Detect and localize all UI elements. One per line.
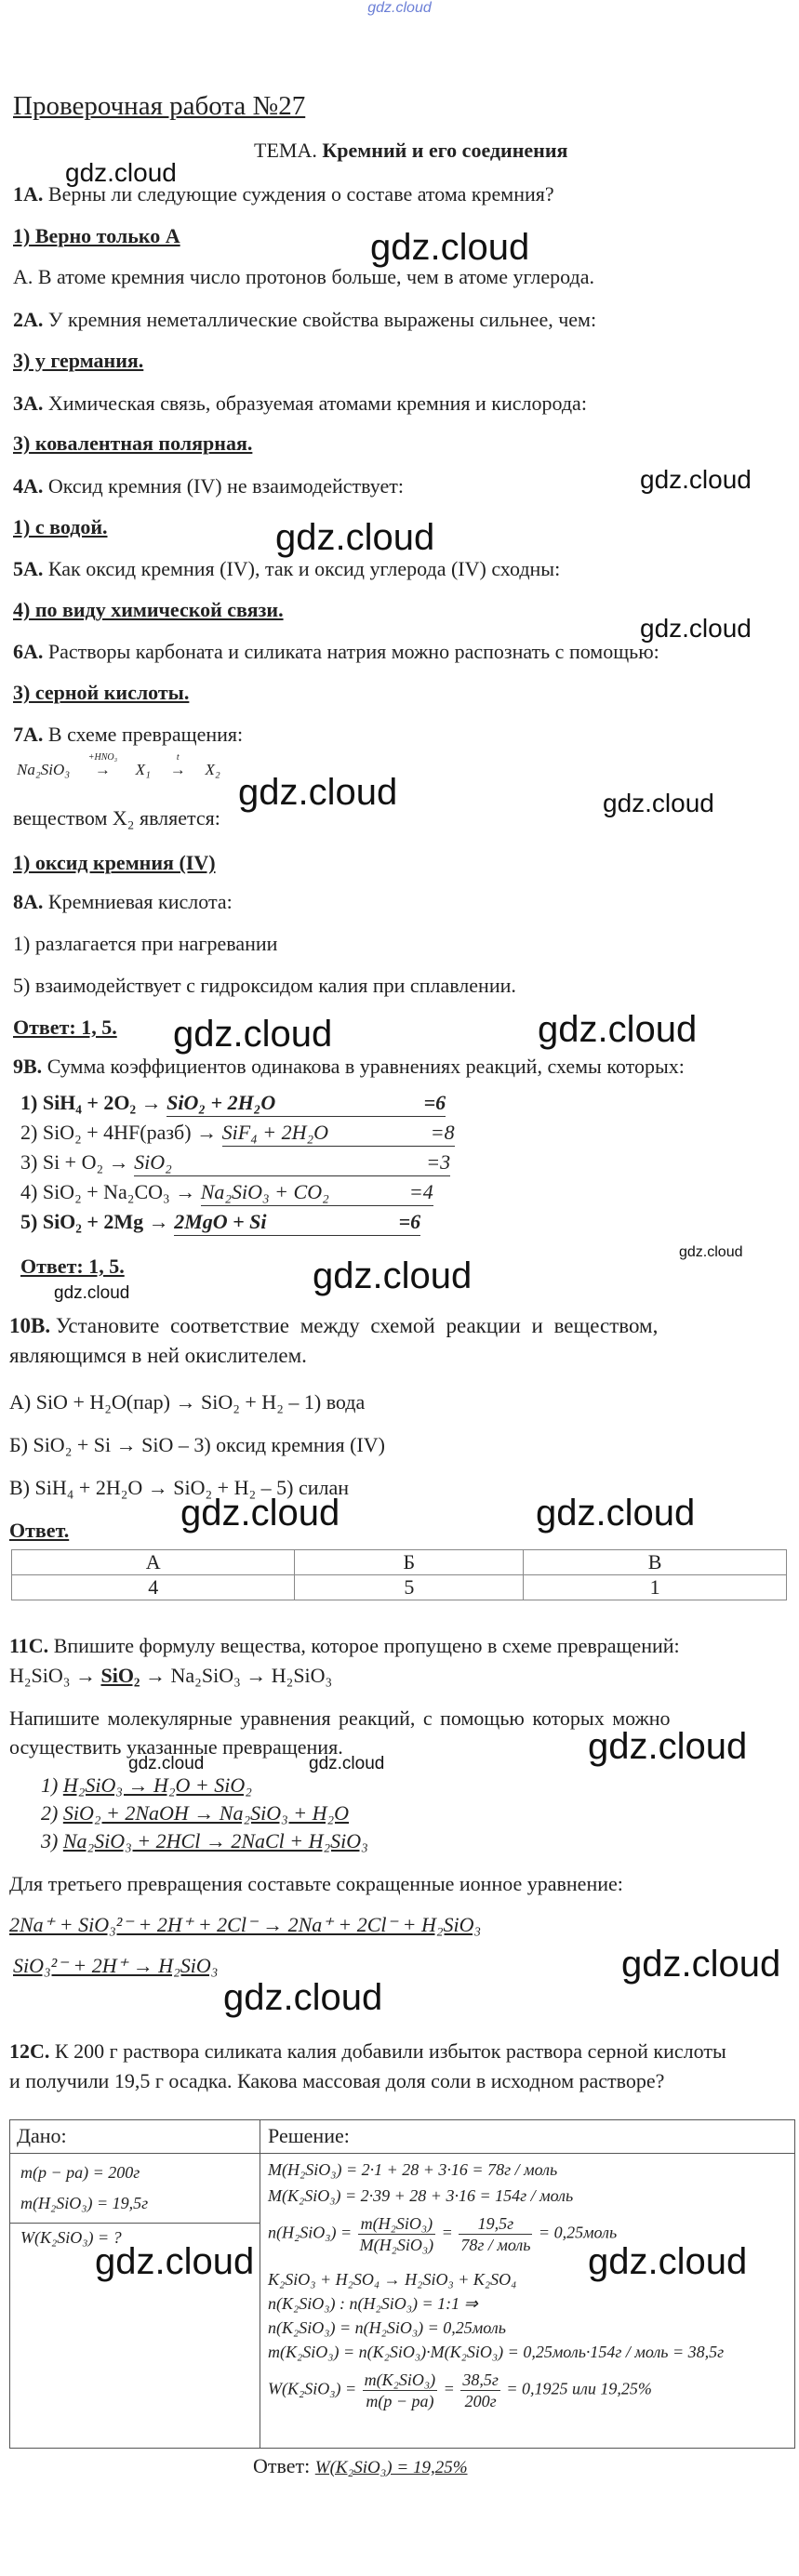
q12-step-4: K₂SiO₃ + H₂SO₄ → H₂SiO₃ + K₂SO₄ xyxy=(268,2270,517,2289)
q6-number: 6А. xyxy=(13,640,44,663)
q1-statement: А. В атоме кремния число протонов больше, чем в атоме углерода. xyxy=(13,265,594,288)
table-cell-c: 1 xyxy=(524,1575,787,1600)
watermark: gdz.cloud xyxy=(173,1014,333,1055)
q3-question: Химическая связь, образуемая атомами кремния и кислорода: xyxy=(47,392,587,415)
table-cell-a: 4 xyxy=(12,1575,295,1600)
q12-answer-label: Ответ: xyxy=(253,2454,311,2477)
watermark: gdz.cloud xyxy=(223,1977,383,2018)
q7-number: 7А. xyxy=(13,723,44,746)
q11-eq-2: 2) SiO₂ + 2NaOH → Na₂SiO₃ + H₂O xyxy=(41,1801,350,1825)
q2-question: У кремния неметаллические свойства выражены сильнее, чем: xyxy=(47,308,597,331)
q10-number: 10В. xyxy=(9,1314,51,1337)
q10-answer-label: Ответ. xyxy=(9,1519,70,1542)
q9-question: Сумма коэффициентов одинакова в уравнениях реакций, схемы которых: xyxy=(47,1055,685,1078)
q12-answer-value: W(K₂SiO₃) = 19,25% xyxy=(314,2458,468,2477)
q1-answer: 1) Верно только А xyxy=(13,224,180,247)
q10-question-1: Установите соответствие между схемой реакции и веществом, xyxy=(55,1314,659,1337)
table-header-c: В xyxy=(524,1550,787,1575)
watermark: gdz.cloud xyxy=(536,1493,696,1534)
watermark: gdz.cloud xyxy=(538,1009,698,1050)
topic-prefix: ТЕМА. xyxy=(254,139,317,162)
q4-number: 4А. xyxy=(13,474,44,498)
q9-eq-5: 5) SiO₂ + 2Mg → 2MgO + Si =6 xyxy=(20,1209,420,1236)
watermark: gdz.cloud xyxy=(275,517,435,558)
q7-scheme xyxy=(17,752,220,779)
q4-answer: 1) с водой. xyxy=(13,515,108,538)
q12-given-label: Дано: xyxy=(17,2124,67,2147)
q12-find: W(K₂SiO₃) = ? xyxy=(20,2228,122,2247)
watermark: gdz.cloud xyxy=(313,1255,473,1296)
q10-pair-c: В) SiH₄ + 2H₂O → SiO₂ + H₂ – 5) силан xyxy=(9,1476,350,1499)
q3-number: 3А. xyxy=(13,392,44,415)
q12-answer xyxy=(253,2453,468,2481)
watermark: gdz.cloud xyxy=(679,1244,743,1260)
q12-step-1: M(H₂SiO₃) = 2·1 + 28 + 3·16 = 78г / моль xyxy=(268,2160,558,2179)
watermark: gdz.cloud xyxy=(621,1944,781,1985)
q7-scheme-heat: t xyxy=(176,752,180,763)
q12-text-2: и получили 19,5 г осадка. Какова массовая доля соли в исходном растворе? xyxy=(9,2069,665,2092)
q12-number: 12С. xyxy=(9,2039,50,2063)
q12-given-2: m(H₂SiO₃) = 19,5г xyxy=(20,2194,149,2212)
q7-text2: веществом X₂ является: xyxy=(13,806,220,830)
q12-step-7: m(K₂SiO₃) = n(K₂SiO₃)·M(K₂SiO₃) = 0,25моль·154г / моль = 38,5г xyxy=(268,2343,725,2361)
q12-solution-label: Решение: xyxy=(268,2124,350,2147)
q11-scheme-a: H₂SiO₃ → xyxy=(9,1664,96,1687)
q10-pair-a: А) SiO + H₂O(пар) → SiO₂ + H₂ – 1) вода xyxy=(9,1390,366,1414)
q11-scheme-b: → Na₂SiO₃ → H₂SiO₃ xyxy=(145,1664,333,1687)
q4-question: Оксид кремния (IV) не взаимодействует: xyxy=(47,474,404,498)
q3-text xyxy=(13,391,587,417)
q1-number: 1А. xyxy=(13,182,44,206)
q12-step-3: n(H₂SiO₃) = $\frac{\text{m(H₂SiO₃)}}{\text{M(H₂SiO₃)}}$ = $\frac{19,5г}{\text{78г / моль}}$ = 0,25моль xyxy=(268,2214,618,2254)
q8-number: 8А. xyxy=(13,890,44,913)
q9-eq-4: 4) SiO₂ + Na₂CO₃ → Na₂SiO₃ + CO₂ =4 xyxy=(20,1179,433,1206)
q6-text xyxy=(13,639,659,665)
watermark: gdz.cloud xyxy=(309,1754,385,1773)
q8-option-5: 5) взаимодействует с гидроксидом калия при сплавлении. xyxy=(13,974,516,997)
q8-option-1: 1) разлагается при нагревании xyxy=(13,932,278,955)
q11-text-2: Напишите молекулярные уравнения реакций, с помощью которых можно xyxy=(9,1706,671,1730)
table-header-a: А xyxy=(12,1550,295,1575)
watermark: gdz.cloud xyxy=(370,227,530,268)
table-header-b: Б xyxy=(295,1550,524,1575)
q6-question: Растворы карбоната и силиката натрия можно распознать с помощью: xyxy=(47,640,659,663)
q9-number: 9В. xyxy=(13,1055,43,1078)
q12-given-1: m(p − pa) = 200г xyxy=(20,2163,140,2182)
q3-answer: 3) ковалентная полярная. xyxy=(13,432,253,455)
q5-number: 5А. xyxy=(13,557,44,580)
q6-answer: 3) серной кислоты. xyxy=(13,681,190,704)
q7-scheme-arrow1: +HNO₃ → xyxy=(73,761,131,779)
watermark: gdz.cloud xyxy=(95,2241,255,2282)
watermark: gdz.cloud xyxy=(588,1726,748,1767)
q12-question-1: К 200 г раствора силиката калия добавили избыток раствора серной кислоты xyxy=(54,2039,726,2063)
q7-answer: 1) оксид кремния (IV) xyxy=(13,851,216,874)
q7-question: В схеме превращения: xyxy=(47,723,244,746)
q11-ion-short: SiO₃²⁻ + 2H⁺ → H₂SiO₃ xyxy=(13,1954,219,1977)
watermark: gdz.cloud xyxy=(180,1493,340,1534)
q12-step-5: n(K₂SiO₃) : n(H₂SiO₃) = 1:1 ⇒ xyxy=(268,2294,478,2313)
q5-text xyxy=(13,556,560,582)
q11-ion-full: 2Na⁺ + SiO₃²⁻ + 2H⁺ + 2Cl⁻ → 2Na⁺ + 2Cl⁻ + H₂SiO₃ xyxy=(9,1913,482,1936)
q7-scheme-reagent: +HNO₃ xyxy=(87,752,118,763)
q9-eq-3: 3) Si + O₂ → SiO₂ =3 xyxy=(20,1149,450,1176)
watermark: gdz.cloud xyxy=(603,789,714,817)
q9-eq-1: 1) SiH₄ + 2O₂ → SiO₂ + 2H₂O =6 xyxy=(20,1090,446,1117)
q2-answer: 3) у германия. xyxy=(13,349,144,372)
q12-step-8: W(K₂SiO₃) = $\frac{\text{m(K₂SiO₃)}}{m(p - pa)}$ = $\frac{38,5г}{200г}$ = 0,1925 или 19,25% xyxy=(268,2370,652,2410)
q11-eq-1: 1) H₂SiO₃ → H₂O + SiO₂ xyxy=(41,1773,252,1797)
q7-scheme-x2: X₂ xyxy=(205,761,220,778)
q12-text-1 xyxy=(9,2038,726,2065)
watermark: gdz.cloud xyxy=(588,2241,748,2282)
q12-step-6: n(K₂SiO₃) = n(H₂SiO₃) = 0,25моль xyxy=(268,2318,506,2337)
q12-given-line xyxy=(9,2223,260,2224)
q10-text-1 xyxy=(9,1313,658,1339)
q9-answer: Ответ: 1, 5. xyxy=(20,1255,125,1278)
q7-scheme-arrow2: t → xyxy=(154,761,201,779)
q8-text xyxy=(13,889,233,915)
q7-scheme-start: Na₂SiO₃ xyxy=(17,761,71,778)
q10-pair-b: Б) SiO₂ + Si → SiO – 3) оксид кремния (IV) xyxy=(9,1433,385,1456)
watermark: gdz.cloud xyxy=(640,614,752,643)
q10-text-2: являющимся в ней окислителем. xyxy=(9,1344,307,1367)
q8-answer: Ответ: 1, 5. xyxy=(13,1016,117,1039)
q5-answer: 4) по виду химической связи. xyxy=(13,598,284,621)
q7-text xyxy=(13,722,243,748)
q7-scheme-x1: X₁ xyxy=(135,761,151,778)
q11-missing-substance: SiO₂ xyxy=(100,1664,140,1687)
topic-line xyxy=(254,138,567,164)
table-row xyxy=(12,1575,787,1600)
q10-answer-table xyxy=(11,1549,787,1600)
q2-text xyxy=(13,307,596,333)
site-watermark: gdz.cloud xyxy=(367,0,432,16)
q11-text-1 xyxy=(9,1633,680,1659)
watermark: gdz.cloud xyxy=(238,772,398,813)
q1-question: Верны ли следующие суждения о составе атома кремния? xyxy=(47,182,554,206)
topic-name: Кремний и его соединения xyxy=(322,139,568,162)
watermark: gdz.cloud xyxy=(54,1283,130,1303)
q11-scheme xyxy=(9,1663,332,1689)
q11-number: 11С. xyxy=(9,1634,49,1657)
page-title: Проверочная работа №27 xyxy=(13,91,306,121)
q9-eq-2: 2) SiO₂ + 4HF(разб) → SiF₄ + 2H₂O =8 xyxy=(20,1120,455,1147)
table-cell-b: 5 xyxy=(295,1575,524,1600)
q11-question-1: Впишите формулу вещества, которое пропущено в схеме превращений: xyxy=(53,1634,680,1657)
table-row xyxy=(12,1550,787,1575)
q5-question: Как оксид кремния (IV), так и оксид углерода (IV) сходны: xyxy=(47,557,561,580)
q4-text xyxy=(13,473,404,499)
q12-table-header-line xyxy=(9,2153,794,2154)
q11-eq-3: 3) Na₂SiO₃ + 2HCl → 2NaCl + H₂SiO₃ xyxy=(41,1829,368,1852)
q11-text-4: Для третьего превращения составьте сокращенные ионное уравнение: xyxy=(9,1872,623,1895)
q11-text-3: осуществить указанные превращения. xyxy=(9,1735,343,1759)
watermark: gdz.cloud xyxy=(128,1754,205,1773)
q12-step-2: M(K₂SiO₃) = 2·39 + 28 + 3·16 = 154г / моль xyxy=(268,2186,574,2205)
q8-question: Кремниевая кислота: xyxy=(47,890,233,913)
q9-text xyxy=(13,1054,685,1080)
watermark: gdz.cloud xyxy=(640,465,752,494)
watermark: gdz.cloud xyxy=(65,158,177,187)
q2-number: 2А. xyxy=(13,308,44,331)
